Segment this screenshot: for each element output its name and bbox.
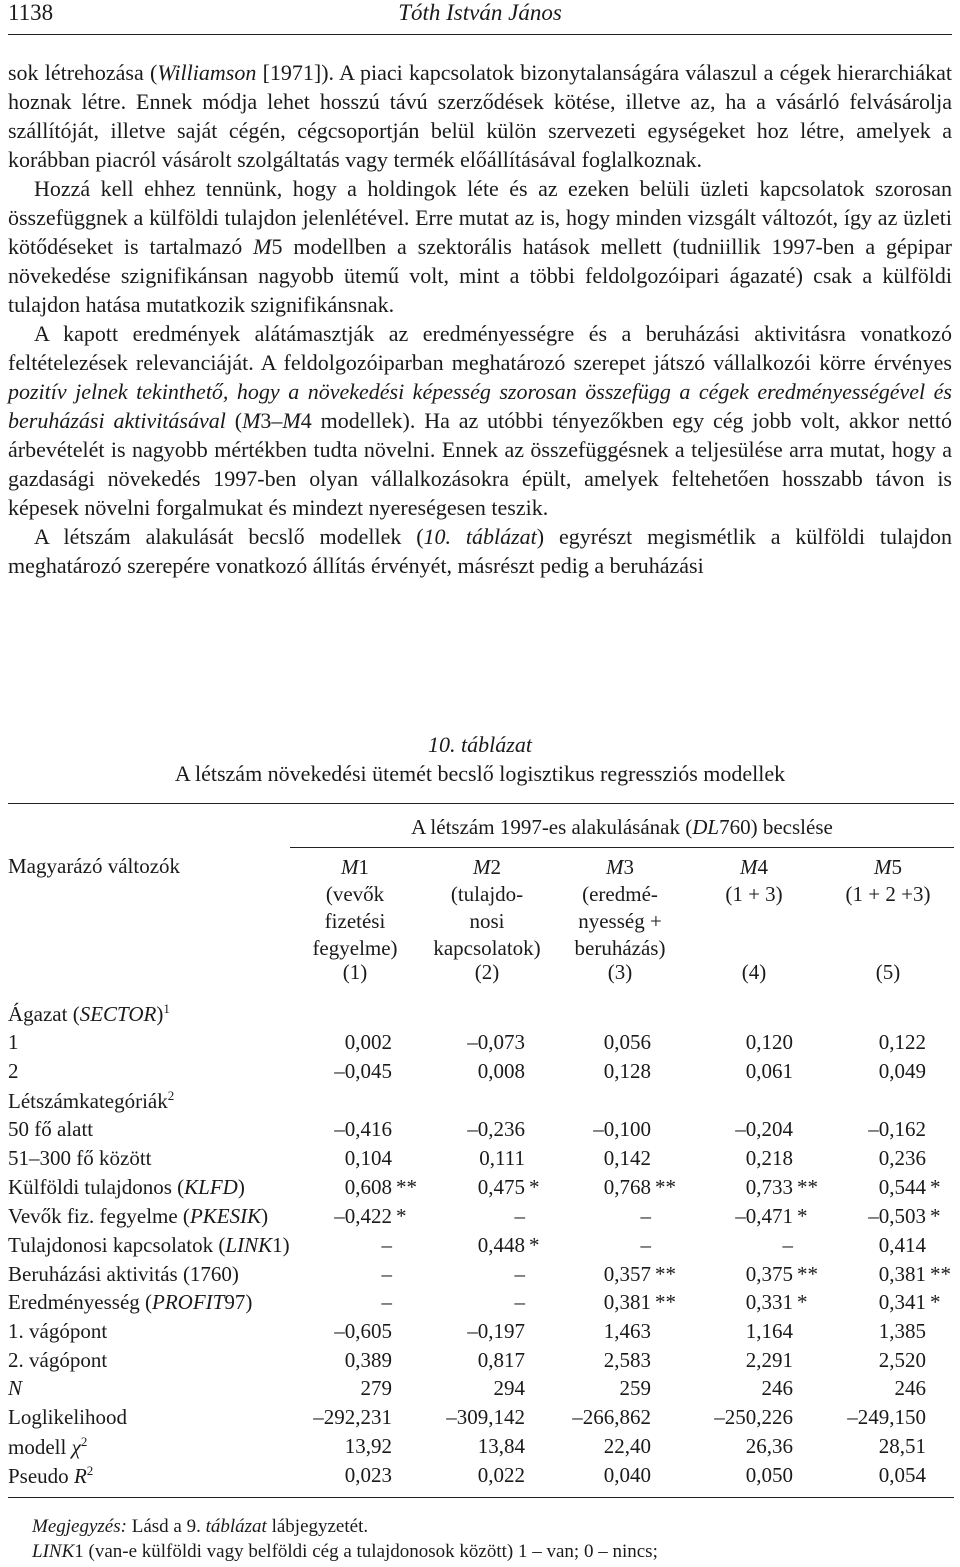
table-cell: – xyxy=(381,1290,392,1314)
model-description: (vevők xyxy=(325,882,385,906)
model-description: fegyelme) xyxy=(312,936,398,960)
table-cell: 2,583 xyxy=(603,1348,651,1372)
table-bottom-rule xyxy=(8,1497,954,1498)
table-cell: –0,236 xyxy=(467,1117,525,1141)
row-label-text: Pseudo R xyxy=(8,1464,87,1488)
header-rule xyxy=(8,34,952,35)
row-label xyxy=(8,1290,252,1315)
row-label xyxy=(8,1059,19,1084)
row-label xyxy=(8,1405,127,1430)
table-note xyxy=(32,1541,658,1563)
text-run: A kapott eredmények alátámasztják az eredményességre és a beruházási aktivitásra vonatkozó feltételezések relevanciáját. A feldolgozóiparban meghatározó szerepet játszó vállalkozói körre érvényes xyxy=(8,321,952,375)
column-header xyxy=(813,854,960,908)
model-description: (tulajdo- xyxy=(450,882,524,906)
model-description: nosi xyxy=(469,909,505,933)
significance-stars: * xyxy=(529,1175,540,1199)
row-label xyxy=(8,1088,174,1114)
table-cell: –0,416 xyxy=(334,1117,392,1141)
column-header xyxy=(280,854,430,962)
italic-text: M xyxy=(282,408,301,433)
text-run: 3– xyxy=(260,408,283,433)
table-cell: –0,422 xyxy=(334,1204,392,1228)
column-header xyxy=(412,854,562,962)
table-cell: –0,045 xyxy=(334,1059,392,1083)
body-text xyxy=(8,58,952,580)
italic-text: 10. táblázat xyxy=(423,524,537,549)
model-name: M1 xyxy=(341,855,369,879)
model-name: M2 xyxy=(473,855,501,879)
table-cell: 0,128 xyxy=(603,1059,651,1083)
table-cell: 0,608 xyxy=(344,1175,392,1199)
table-cell: –0,471 xyxy=(735,1204,793,1228)
table-cell: 259 xyxy=(619,1376,651,1400)
text-run: 5 modellben a szektorális hatások mellett (tudniillik 1997-ben a gépipar növekedése szignifikánsan nagyobb ütemű volt, mint a többi feldolgozóipari ágazaté) csak a külföldi tulajdon hatása mutatkozik szignifikánsnak. xyxy=(8,234,952,317)
row-label xyxy=(8,1233,290,1258)
model-name: M5 xyxy=(874,855,902,879)
row-label xyxy=(8,1204,268,1229)
row-label-text: 50 fő alatt xyxy=(8,1117,94,1141)
table-cell: 0,357 xyxy=(603,1262,651,1286)
table-cell: 0,142 xyxy=(603,1146,651,1170)
table-cell: 0,218 xyxy=(745,1146,793,1170)
table-cell: 2,291 xyxy=(745,1348,793,1372)
note-label: LINK xyxy=(32,1541,75,1562)
significance-stars: * xyxy=(930,1175,941,1199)
significance-stars: ** xyxy=(930,1262,951,1286)
table-cell: 246 xyxy=(761,1376,793,1400)
table-cell: –266,862 xyxy=(572,1405,651,1429)
significance-stars: * xyxy=(396,1204,407,1228)
table-cell: 0,817 xyxy=(477,1348,525,1372)
significance-stars: * xyxy=(529,1233,540,1257)
table-cell: –0,605 xyxy=(334,1319,392,1343)
model-name: M4 xyxy=(740,855,768,879)
running-title: Tóth István János xyxy=(398,0,562,25)
table-header-rule xyxy=(290,847,954,848)
row-label xyxy=(8,1262,239,1287)
table-cell: 13,92 xyxy=(344,1434,392,1458)
significance-stars: * xyxy=(930,1204,941,1228)
column-header xyxy=(545,854,695,962)
table-cell: – xyxy=(640,1233,651,1257)
table-cell: 0,056 xyxy=(603,1030,651,1054)
row-label-text: Beruházási aktivitás (1760) xyxy=(8,1262,239,1286)
table-cell: 0,023 xyxy=(344,1463,392,1487)
table-cell: –0,073 xyxy=(467,1030,525,1054)
table-cell: 0,054 xyxy=(878,1463,926,1487)
model-description: fizetési xyxy=(324,909,386,933)
row-label-text: Külföldi tulajdonos (KLFD) xyxy=(8,1175,245,1199)
table-cell: –0,197 xyxy=(467,1319,525,1343)
text-run: [1971]). A piaci kapcsolatok bizonytalanságára válaszul a cégek hierarchiákat hoznak létre. Ennek módja lehet hosszú távú szerződések kötése, illetve az, ha a vásárló felvásárolja szállítóját, illetve saját cégén, cégcsoportján belül külön szervezeti egységeket hoz létre, amelyek a korábban piacról vásárolt szolgáltatás vagy termék előállításával foglalkoznak. xyxy=(8,60,952,172)
table-cell: – xyxy=(381,1262,392,1286)
table-cell: 0,040 xyxy=(603,1463,651,1487)
table-cell: 0,111 xyxy=(479,1146,525,1170)
model-name: M3 xyxy=(606,855,634,879)
text-run: 4 modellek). Ha az utóbbi tényezőkben egy cég jobb volt, akkor nettó árbevételét is nagyobb mértékben tudta növelni. Ennek az összefüggésnek a teljesülése arra mutat, hogy a gazdasági növekedés 1997-ben olyan vállalkozásokra épült, amelyek feltehetően hosszabb távon is képesek növelni forgalmukat és mindezt nyereségesen teszik. xyxy=(8,408,953,520)
italic-text: M xyxy=(253,234,272,259)
row-label-text: 2. vágópont xyxy=(8,1348,108,1372)
note-text: lábjegyzetét. xyxy=(266,1516,369,1537)
paragraph xyxy=(8,58,952,174)
text-run: Hozzá kell ehhez tennünk, hogy a holdingok léte és az ezeken belüli üzleti kapcsolatok szorosan összefüggnek a külföldi tulajdon jelenlétével. Erre mutat az is, hogy minden vizsgált változót, így az üzleti kötődéseket is tartalmazó xyxy=(8,176,952,259)
table-cell: –0,100 xyxy=(593,1117,651,1141)
table-cell: 279 xyxy=(360,1376,392,1400)
note-italic: táblázat xyxy=(205,1516,267,1537)
table-caption: A létszám növekedési ütemét becslő logisztikus regressziós modellek xyxy=(174,761,786,786)
table-cell: 0,236 xyxy=(878,1146,926,1170)
table-cell: 0,381 xyxy=(878,1262,926,1286)
table-cell: 0,768 xyxy=(603,1175,651,1199)
table-cell: –0,503 xyxy=(868,1204,926,1228)
model-description: kapcsolatok) xyxy=(433,936,541,960)
row-label xyxy=(8,1030,19,1055)
stub-header: Magyarázó változók xyxy=(8,854,181,878)
row-label-text: 2 xyxy=(8,1059,19,1083)
significance-stars: ** xyxy=(655,1175,676,1199)
page-number: 1138 xyxy=(8,0,54,25)
row-label-text: 1 xyxy=(8,1030,19,1054)
table-cell: –309,142 xyxy=(446,1405,525,1429)
significance-stars: ** xyxy=(396,1175,417,1199)
column-number: (2) xyxy=(474,960,500,984)
text-run: A létszám alakulását becslő modellek ( xyxy=(34,524,424,549)
model-description: (eredmé- xyxy=(582,882,658,906)
significance-stars: ** xyxy=(797,1262,818,1286)
text-run: ) egyrészt megismétlik a külföldi tulajdon meghatározó szerepére vonatkozó állítás érvényét, másrészt pedig a beruházási xyxy=(8,524,952,578)
column-header xyxy=(679,854,829,908)
table-cell: 0,375 xyxy=(745,1262,793,1286)
table-cell: 22,40 xyxy=(603,1434,651,1458)
table-cell: 0,002 xyxy=(344,1030,392,1054)
row-label xyxy=(8,1175,245,1200)
column-number: (3) xyxy=(607,960,633,984)
table-cell: 0,120 xyxy=(745,1030,793,1054)
row-label-text: Létszámkategóriák xyxy=(8,1089,168,1113)
row-label-text: modell χ xyxy=(8,1435,81,1459)
table-cell: 0,544 xyxy=(878,1175,926,1199)
footnote-marker: 2 xyxy=(80,1434,88,1449)
model-description: (1 + 3) xyxy=(725,882,783,906)
row-label-text: Vevők fiz. fegyelme (PKESIK) xyxy=(8,1204,269,1228)
table-cell: 13,84 xyxy=(477,1434,525,1458)
significance-stars: ** xyxy=(655,1262,676,1286)
table-note xyxy=(32,1516,368,1538)
table-cell: – xyxy=(514,1262,525,1286)
table-cell: 0,389 xyxy=(344,1348,392,1372)
text-run: sok létrehozása ( xyxy=(8,60,158,85)
significance-stars: ** xyxy=(797,1175,818,1199)
table-cell: – xyxy=(640,1204,651,1228)
significance-stars: * xyxy=(797,1290,808,1314)
table-cell: 1,164 xyxy=(745,1319,793,1343)
row-label-text: Eredményesség (PROFIT97) xyxy=(8,1290,253,1314)
row-label-text: 51–300 fő között xyxy=(8,1146,152,1170)
table-cell: 0,122 xyxy=(878,1030,926,1054)
note-label: Megjegyzés: xyxy=(32,1516,127,1537)
italic-text: Williamson xyxy=(157,60,257,85)
column-number: (5) xyxy=(875,960,901,984)
table-cell: 0,475 xyxy=(477,1175,525,1199)
row-label xyxy=(8,1001,170,1027)
row-label-text: Ágazat (SECTOR) xyxy=(8,1002,164,1026)
row-label-text: Loglikelihood xyxy=(8,1405,127,1429)
footnote-marker: 2 xyxy=(86,1463,94,1478)
table-cell: 26,36 xyxy=(745,1434,793,1458)
row-label xyxy=(8,1348,107,1373)
significance-stars: * xyxy=(930,1290,941,1314)
column-number: (4) xyxy=(741,960,767,984)
model-description: (1 + 2 +3) xyxy=(845,882,931,906)
row-label-text: Tulajdonosi kapcsolatok (LINK1) xyxy=(8,1233,290,1257)
table-cell: 0,341 xyxy=(878,1290,926,1314)
table-cell: –292,231 xyxy=(313,1405,392,1429)
table-cell: 246 xyxy=(894,1376,926,1400)
table-cell: 1,385 xyxy=(878,1319,926,1343)
table-cell: – xyxy=(782,1233,793,1257)
row-label xyxy=(8,1434,87,1460)
table-cell: 294 xyxy=(493,1376,525,1400)
table-cell: 0,331 xyxy=(745,1290,793,1314)
column-number: (1) xyxy=(342,960,368,984)
note-text: Lásd a 9. xyxy=(126,1516,206,1537)
table-cell: 0,022 xyxy=(477,1463,525,1487)
row-label xyxy=(8,1463,93,1489)
text-run: ( xyxy=(225,408,243,433)
row-label-text: 1. vágópont xyxy=(8,1319,108,1343)
table-cell: 2,520 xyxy=(878,1348,926,1372)
table-cell: 1,463 xyxy=(603,1319,651,1343)
table-cell: 0,008 xyxy=(477,1059,525,1083)
table-cell: 0,104 xyxy=(344,1146,392,1170)
page-header xyxy=(8,0,952,28)
table-label: 10. táblázat xyxy=(428,732,532,757)
italic-text: pozitív jelnek tekinthető, hogy a növekedési képesség szorosan összefügg a cégek eredményességével és beruházási aktivitásával xyxy=(8,379,952,433)
table-cell: – xyxy=(381,1233,392,1257)
table-superheader: A létszám 1997-es alakulásának (DL760) becslése xyxy=(411,815,833,839)
row-label xyxy=(8,1146,151,1171)
row-label xyxy=(8,1319,107,1344)
table-cell: 0,448 xyxy=(477,1233,525,1257)
significance-stars: ** xyxy=(655,1290,676,1314)
row-label xyxy=(8,1376,22,1401)
significance-stars: * xyxy=(797,1204,808,1228)
row-label-text: N xyxy=(8,1376,23,1400)
table-cell: 0,061 xyxy=(745,1059,793,1083)
table-cell: –249,150 xyxy=(847,1405,926,1429)
footnote-marker: 1 xyxy=(163,1001,170,1016)
model-description: nyesség + xyxy=(578,909,662,933)
table-cell: – xyxy=(514,1204,525,1228)
table-cell: 0,050 xyxy=(745,1463,793,1487)
table-cell: 28,51 xyxy=(878,1434,926,1458)
table-cell: 0,414 xyxy=(878,1233,926,1257)
table-cell: –0,204 xyxy=(735,1117,793,1141)
table-cell: – xyxy=(514,1290,525,1314)
paragraph xyxy=(8,522,952,580)
row-label xyxy=(8,1117,93,1142)
paragraph xyxy=(8,174,952,319)
note-text: 1 (van-e külföldi vagy belföldi cég a tulajdonosok között) 1 – van; 0 – nincs; xyxy=(74,1541,658,1562)
table-cell: 0,381 xyxy=(603,1290,651,1314)
table-cell: –0,162 xyxy=(868,1117,926,1141)
italic-text: M xyxy=(242,408,261,433)
table-cell: 0,049 xyxy=(878,1059,926,1083)
table-top-rule xyxy=(8,803,954,804)
footnote-marker: 2 xyxy=(167,1088,175,1103)
table-cell: 0,733 xyxy=(745,1175,793,1199)
paragraph xyxy=(8,319,952,522)
model-description: beruházás) xyxy=(574,936,666,960)
table-cell: –250,226 xyxy=(714,1405,793,1429)
